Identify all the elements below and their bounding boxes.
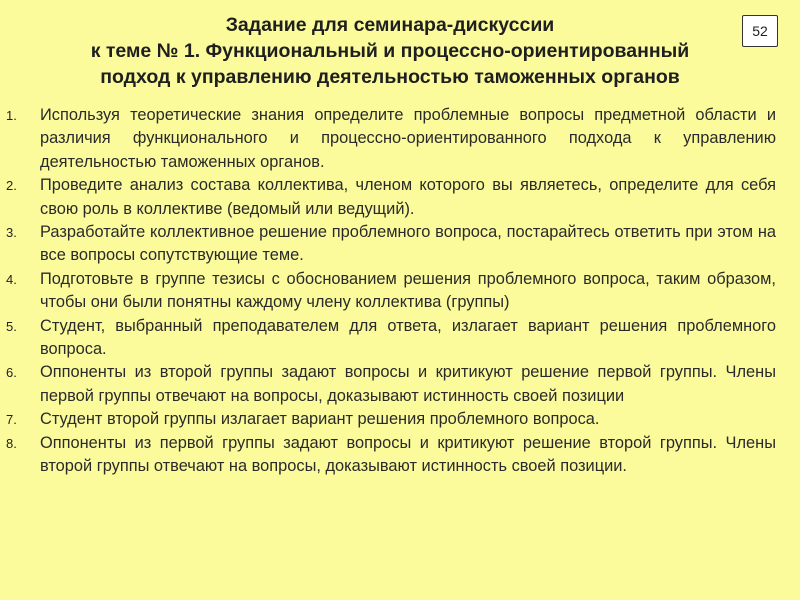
- item-number: 7.: [6, 412, 17, 428]
- page-number-badge: 52: [742, 15, 778, 47]
- item-number: 8.: [6, 435, 17, 451]
- item-number: 3.: [6, 225, 17, 241]
- list-item: [6, 408, 776, 431]
- item-number: 6.: [6, 365, 17, 381]
- item-text: Используя теоретические знания определите проблемные вопросы предметной области и различия функционального и процессно-ориентированного подхода к управлению деятельностью таможенных органов.: [40, 106, 776, 171]
- title-line-1: Задание для семинара-дискуссии: [225, 14, 555, 36]
- item-number: 1.: [6, 108, 17, 123]
- list-item: [6, 268, 776, 315]
- item-number: 2.: [6, 178, 17, 194]
- task-list: [6, 104, 776, 479]
- item-number: 5.: [6, 318, 17, 334]
- list-item: [6, 221, 776, 268]
- list-item: [6, 432, 776, 479]
- item-text: Подготовьте в группе тезисы с обоснованием решения проблемного вопроса, таким образом, чтобы они были понятны каждому члену коллектива (группы): [40, 269, 776, 312]
- slide-title: [40, 12, 740, 90]
- list-item: [6, 315, 776, 362]
- list-item: [6, 174, 776, 221]
- list-item: [6, 361, 776, 408]
- item-text: Проведите анализ состава коллектива, членом которого вы являетесь, определите для себя свою роль в коллективе (ведомый или ведущий).: [40, 176, 776, 218]
- item-text: Разработайте коллективное решение проблемного вопроса, постарайтесь ответить при этом на все вопросы сопутствующие теме.: [40, 223, 776, 265]
- item-text: Студент, выбранный преподавателем для ответа, излагает вариант решения проблемного вопроса.: [40, 316, 776, 359]
- title-line-3: подход к управлению деятельностью таможенных органов: [100, 66, 680, 88]
- item-text: Оппоненты из первой группы задают вопросы и критикуют решение второй группы. Члены второй группы отвечают на вопросы, доказывают истинность своей позиции.: [40, 433, 776, 476]
- item-text: Оппоненты из второй группы задают вопросы и критикуют решение первой группы. Члены первой группы отвечают на вопросы, доказывают истинность своей позиции: [40, 363, 776, 405]
- item-number: 4.: [6, 271, 17, 287]
- item-text: Студент второй группы излагает вариант решения проблемного вопроса.: [40, 410, 600, 429]
- list-item: [6, 104, 776, 174]
- title-line-2: к теме № 1. Функциональный и процессно-ориентированный: [90, 40, 690, 62]
